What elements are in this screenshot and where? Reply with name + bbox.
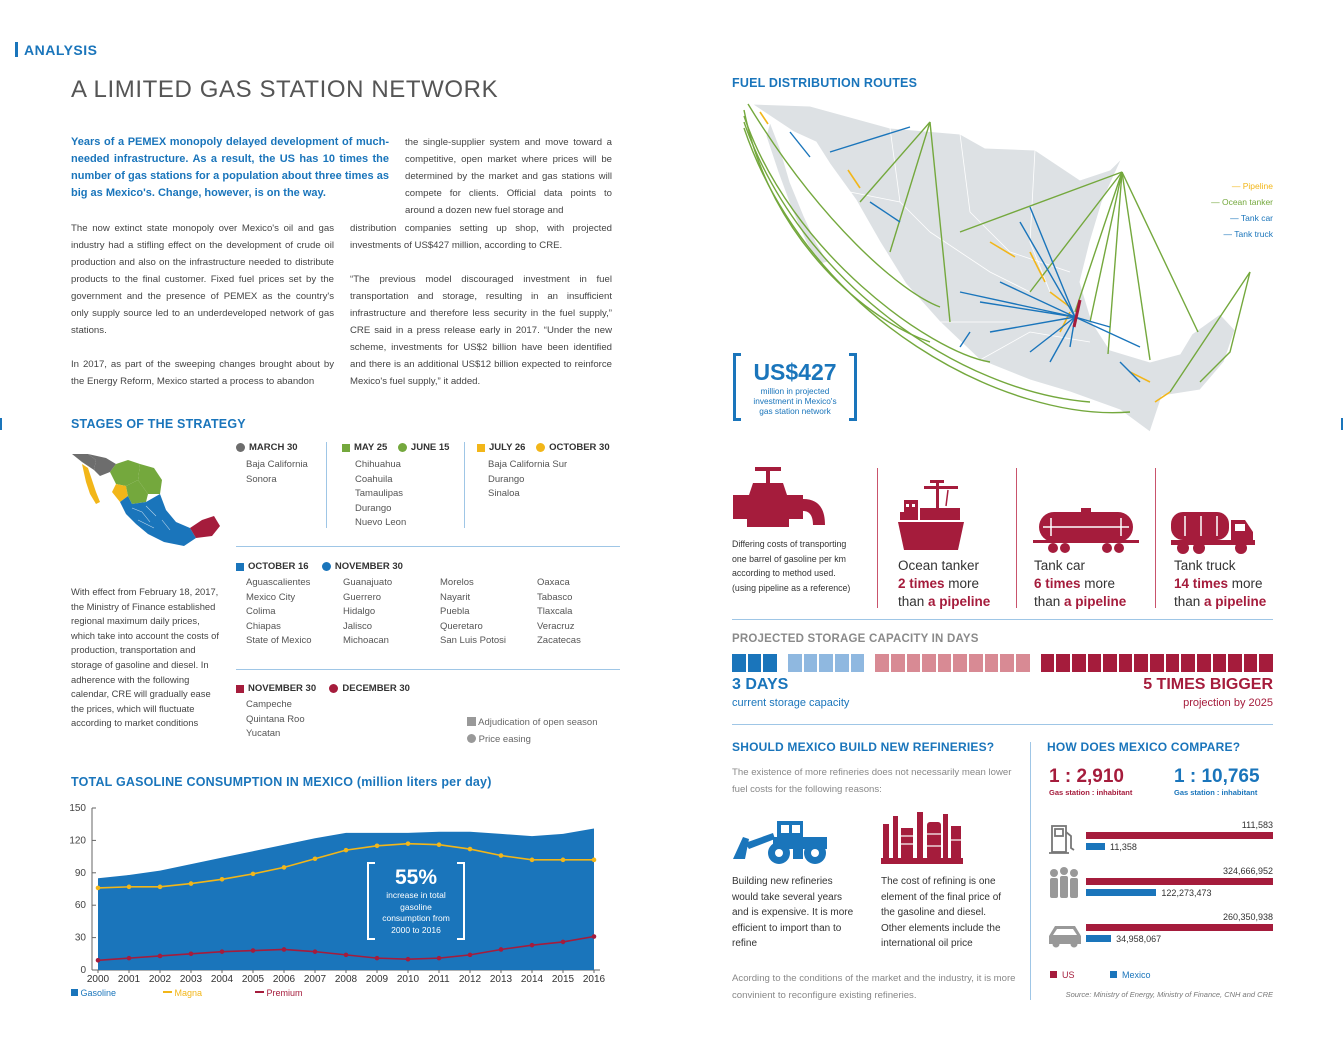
legend-label: US [1062, 970, 1075, 980]
intro-col2-p1: distribution companies setting up shop, with projected investments of US$427 million, according to CRE. [350, 223, 612, 251]
storage-day-block [922, 654, 936, 672]
bar-mexico [1086, 889, 1156, 896]
x-tick-label: 2016 [582, 974, 606, 985]
dot-marker [398, 443, 407, 452]
transport-times: 2 times [898, 576, 945, 591]
list-item: Michoacan [343, 635, 389, 647]
square-marker [236, 685, 244, 693]
legend-item: — Tank car [1230, 213, 1273, 223]
bar-mexico [1086, 843, 1105, 850]
data-point-magna [251, 872, 256, 877]
ratio-mx-label: Gas station : inhabitant [1174, 788, 1258, 797]
x-tick-label: 2006 [272, 974, 296, 985]
data-point-premium [96, 958, 101, 963]
list-item: Queretaro [440, 620, 483, 632]
y-tick-label: 150 [69, 803, 86, 814]
storage-day-block [953, 654, 967, 672]
intro-col2-p2: “The previous model discouraged investment in fuel transportation and storage, resulting in an insufficient infrastructure and therefore less security in the fuel supply,” CRE said in a press release early in 2017. “Under the new scheme, investments for US$2 billion have been identified and there is an additional US$12 billion expected to reinforce Mexico's fuel supply,” it added. [350, 274, 612, 387]
data-point-magna [592, 858, 597, 863]
data-point-magna [499, 853, 504, 858]
line-marker [163, 991, 172, 993]
valve-pipe-icon [733, 465, 828, 537]
gasoline-consumption-chart [60, 798, 620, 990]
storage-day-block [1000, 654, 1014, 672]
section-label: ANALYSIS [24, 42, 98, 58]
legend-item-magna [163, 988, 255, 998]
legend-item-premium [255, 988, 303, 998]
storage-current-label: current storage capacity [732, 697, 850, 709]
legend-label: Premium [266, 988, 303, 998]
transport-ref: a pipeline [1064, 594, 1127, 609]
x-tick-label: 2007 [303, 974, 327, 985]
storage-day-block [835, 654, 849, 672]
data-point-magna [282, 865, 287, 870]
bar-mexico [1086, 935, 1111, 942]
storage-day-block [1181, 654, 1195, 672]
storage-day-block [985, 654, 999, 672]
storage-day-block [938, 654, 952, 672]
ratio-mx [1174, 766, 1260, 797]
transport-times: 14 times [1174, 576, 1229, 591]
storage-day-block [851, 654, 865, 672]
data-point-premium [375, 956, 380, 961]
data-point-premium [530, 943, 535, 948]
storage-day-block [788, 654, 802, 672]
bulldozer-icon [733, 819, 829, 865]
ratio-us [1049, 766, 1132, 797]
intro-col2-top: the single-supplier system and move toward a competitive, open market where prices will be determined by the market and gas stations will compete for clients. Official data points to around a dozen new fuel storage and [405, 137, 612, 216]
list-item: Durango [488, 473, 525, 485]
storage-day-block [732, 654, 746, 672]
storage-current-value: 3 DAYS [732, 676, 789, 693]
annotation-text: increase in total gasoline consumption from 2000 to 2016 [382, 890, 450, 935]
tank-truck-icon [1171, 510, 1255, 556]
storage-day-block [875, 654, 889, 672]
list-item: Nuevo Leon [355, 517, 407, 529]
legend-item [467, 731, 598, 748]
stage-header [236, 683, 410, 694]
data-point-premium [127, 956, 132, 961]
list-item: Chiapas [246, 620, 281, 632]
list-item: Chihuahua [355, 459, 401, 470]
data-point-premium [468, 953, 473, 958]
legend-label: Price easing [478, 734, 531, 745]
intro-lead: Years of a PEMEX monopoly delayed development of much-needed infrastructure. As a result, the US has 10 times the number of gas stations for a population about three times as big as Mexico's. Change, however, is on the way. [71, 136, 389, 199]
data-point-magna [375, 844, 380, 849]
transport-item-ocean-tanker [898, 557, 990, 611]
storage-projection-value: 5 TIMES BIGGER [1143, 676, 1273, 693]
data-point-premium [561, 940, 566, 945]
list-item: Durango [355, 502, 392, 514]
divider [1016, 468, 1017, 608]
x-tick-label: 2001 [117, 974, 141, 985]
x-tick-label: 2012 [458, 974, 482, 985]
storage-day-block [1150, 654, 1164, 672]
annotation-value: 55% [394, 866, 438, 889]
mexico-stages-map [66, 450, 226, 560]
legend-label: Tank truck [1234, 229, 1273, 239]
divider [1030, 742, 1031, 1000]
square-marker [1110, 971, 1117, 978]
data-point-premium [344, 953, 349, 958]
data-point-magna [561, 858, 566, 863]
routes-title: FUEL DISTRIBUTION ROUTES [732, 76, 918, 90]
data-point-magna [468, 847, 473, 852]
stage-date: JULY 26 [489, 442, 526, 453]
list-item: Hidalgo [343, 606, 376, 618]
storage-projection-label: projection by 2025 [1183, 697, 1273, 709]
divider [1155, 468, 1156, 608]
page-title: A LIMITED GAS STATION NETWORK [71, 76, 499, 103]
data-point-magna [96, 886, 101, 891]
stage-group-4 [236, 561, 620, 649]
list-item: Campeche [246, 699, 292, 710]
storage-block-group [1041, 654, 1273, 672]
x-tick-label: 2003 [179, 974, 203, 985]
list-item: Guanajuato [343, 577, 393, 588]
x-tick-label: 2013 [489, 974, 513, 985]
storage-day-block [1259, 654, 1273, 672]
bar-us-label: 324,666,952 [1222, 866, 1273, 876]
stage-group-1 [236, 442, 308, 487]
line-marker [255, 991, 264, 993]
stage-group-5 [236, 683, 410, 742]
data-point-premium [158, 954, 163, 959]
storage-day-block [804, 654, 818, 672]
legend-label: Pipeline [1242, 181, 1273, 191]
legend-label: Adjudication of open season [478, 717, 598, 728]
data-point-magna [437, 842, 442, 847]
stage-header [477, 442, 610, 453]
list-item: Colima [246, 606, 276, 618]
divider [326, 442, 327, 528]
x-tick-label: 2014 [520, 974, 544, 985]
page-edge-mark-right [1341, 418, 1343, 430]
square-marker [342, 444, 350, 452]
legend-label: Gasoline [80, 988, 117, 998]
storage-day-block [1213, 654, 1227, 672]
data-point-magna [344, 848, 349, 853]
y-tick-label: 120 [69, 835, 86, 847]
list-item: Baja California Sur [488, 459, 568, 470]
data-point-premium [499, 947, 504, 952]
stages-note: With effect from February 18, 2017, the Ministry of Finance established regional maximum daily prices, which take into account the costs of production, transportation and storage of gasoline and diesel. In adherence with the following calendar, CRE will gradually ease the prices, which will fluctuate according to market conditions [71, 586, 219, 729]
storage-day-block [1134, 654, 1148, 672]
storage-day-block [1197, 654, 1211, 672]
stage-header [236, 561, 620, 572]
data-point-magna [158, 885, 163, 890]
intro-col1-p2: In 2017, as part of the sweeping changes brought about by the Energy Reform, Mexico started a process to abandon [71, 359, 334, 387]
storage-day-block [1041, 654, 1055, 672]
divider [732, 619, 1273, 620]
storage-day-block [1016, 654, 1030, 672]
transport-note: Differing costs of transporting one barrel of gasoline per km according to method used. (using pipeline as a reference) [732, 539, 851, 593]
dot-marker [467, 734, 476, 743]
list-item: Tlaxcala [537, 606, 573, 618]
data-point-premium [220, 949, 225, 954]
chart-annotation [367, 862, 465, 942]
storage-day-block [1072, 654, 1086, 672]
storage-day-block [748, 654, 762, 672]
intro-col1-p1: The now extinct state monopoly over Mexico's oil and gas industry had a stifling effect on the development of crude oil production and also on the infrastructure needed to distribute products to the final customer. Fixed fuel prices set by the government and the presence of PEMEX as the country's only supply source led to an underdeveloped network of gas stations. [71, 223, 334, 336]
storage-block-group [732, 654, 777, 672]
transport-than: than [1174, 594, 1205, 609]
stage-date: OCTOBER 16 [248, 561, 309, 572]
legend-label: Magna [174, 988, 203, 998]
bar-us-label: 111,583 [1241, 820, 1273, 830]
legend-label: Ocean tanker [1221, 197, 1273, 207]
storage-day-block [1103, 654, 1117, 672]
legend-item: — Tank truck [1223, 229, 1273, 239]
x-tick-label: 2011 [428, 974, 450, 985]
storage-day-block [1244, 654, 1258, 672]
bar-mexico-label: 11,358 [1110, 842, 1137, 852]
divider [236, 546, 620, 547]
dot-marker [236, 443, 245, 452]
stage-date: OCTOBER 30 [549, 442, 610, 453]
storage-day-block [891, 654, 905, 672]
bar-mexico-label: 122,273,473 [1161, 888, 1212, 898]
legend-item-us [1050, 970, 1110, 980]
data-point-premium [437, 956, 442, 961]
stage-header [342, 442, 449, 453]
list-item: Coahuila [355, 473, 393, 485]
data-point-premium [251, 948, 256, 953]
data-point-magna [406, 841, 411, 846]
storage-block-group [788, 654, 864, 672]
list-item: San Luis Potosi [440, 635, 507, 647]
data-point-premium [592, 934, 597, 939]
legend-item [467, 714, 598, 731]
stage-date: JUNE 15 [410, 442, 450, 453]
data-point-premium [282, 947, 287, 952]
legend-item: — Pipeline [1231, 181, 1273, 191]
ratio-us-value: 1 : 2,910 [1049, 766, 1124, 787]
list-item: Jalisco [343, 620, 373, 632]
list-item: Nayarit [440, 591, 471, 603]
x-tick-label: 2015 [551, 974, 575, 985]
square-marker [1050, 971, 1057, 978]
refineries-title: SHOULD MEXICO BUILD NEW REFINERIES? [732, 740, 995, 754]
stage-date: DECEMBER 30 [342, 683, 410, 694]
bar-us [1086, 878, 1273, 885]
ratio-us-label: Gas station : inhabitant [1049, 788, 1133, 797]
transport-more: more [1228, 576, 1263, 591]
list-item: Guerrero [343, 591, 382, 603]
data-point-magna [313, 856, 318, 861]
divider [464, 442, 465, 528]
data-point-premium [406, 957, 411, 962]
list-item: Morelos [440, 577, 474, 588]
refineries-reason-2: The cost of refining is one element of the final price of the gasoline and diesel. Other elements include the international oil price [881, 876, 1002, 950]
ship-icon [896, 478, 968, 550]
dot-marker [329, 684, 338, 693]
list-item: Oaxaca [537, 577, 570, 588]
data-point-magna [530, 858, 535, 863]
transport-times: 6 times [1034, 576, 1081, 591]
x-tick-label: 2000 [86, 974, 110, 985]
bracket-left [367, 862, 375, 940]
transport-ref: a pipeline [928, 594, 991, 609]
storage-day-block [907, 654, 921, 672]
bracket-right [457, 862, 465, 940]
refineries-reason-1: Building new refineries would take several years and is expensive. It is more efficient to import than to refine [732, 876, 854, 950]
source-note: Source: Ministry of Energy, Ministry of Finance, CNH and CRE [1065, 990, 1273, 999]
legend-item: — Ocean tanker [1211, 197, 1273, 207]
bracket-right [849, 353, 857, 421]
x-tick-label: 2009 [365, 974, 389, 985]
transport-ref: a pipeline [1204, 594, 1267, 609]
legend-item-gasoline [71, 988, 163, 998]
list-item: Yucatan [246, 728, 281, 740]
x-tick-label: 2005 [241, 974, 265, 985]
bracket-left [733, 353, 741, 421]
stages-title: STAGES OF THE STRATEGY [71, 417, 246, 431]
stage-date: MAY 25 [354, 442, 388, 453]
refineries-conclusion: Acording to the conditions of the market and the industry, it is more convinient to reconfigure existing refineries. [732, 973, 1016, 1001]
refinery-icon [881, 812, 963, 864]
compare-legend [1050, 970, 1151, 980]
storage-day-block [819, 654, 833, 672]
stage-date: NOVEMBER 30 [248, 683, 317, 694]
y-tick-label: 60 [74, 900, 86, 912]
data-point-magna [127, 885, 132, 890]
dot-marker [322, 562, 331, 571]
bar-mexico-label: 34,958,067 [1116, 934, 1162, 944]
list-item: Tamaulipas [355, 488, 404, 500]
chart-title: TOTAL GASOLINE CONSUMPTION IN MEXICO (million liters per day) [71, 775, 492, 789]
stage-group-3 [477, 442, 610, 502]
storage-day-block [1166, 654, 1180, 672]
divider [732, 724, 1273, 725]
dot-marker [536, 443, 545, 452]
gas-pump-icon [1048, 822, 1076, 856]
bar-us [1086, 924, 1273, 931]
list-item: Baja California [246, 459, 308, 470]
list-item: Tabasco [537, 591, 573, 603]
storage-day-block [763, 654, 777, 672]
transport-name: Tank car [1034, 558, 1086, 573]
section-marker [15, 42, 18, 57]
data-point-magna [220, 877, 225, 882]
divider [877, 468, 878, 608]
stage-date: NOVEMBER 30 [334, 561, 403, 572]
list-item: Zacatecas [537, 635, 581, 647]
storage-blocks [732, 654, 1273, 672]
square-marker [236, 563, 244, 571]
transport-item-tank-car [1034, 557, 1126, 611]
storage-day-block [969, 654, 983, 672]
y-tick-label: 30 [74, 932, 86, 944]
transport-item-tank-truck [1174, 557, 1266, 611]
list-item: State of Mexico [246, 635, 312, 647]
list-item: Sonora [246, 473, 277, 485]
square-marker [467, 717, 476, 726]
transport-more: more [944, 576, 980, 591]
bar-us-label: 260,350,938 [1222, 912, 1273, 922]
x-tick-label: 2010 [396, 974, 420, 985]
people-icon [1047, 867, 1081, 901]
data-point-premium [189, 952, 194, 957]
investment-text: million in projected investment in Mexico's gas station network [753, 386, 837, 416]
storage-day-block [1228, 654, 1242, 672]
legend-label: Tank car [1240, 213, 1273, 223]
ratio-mx-value: 1 : 10,765 [1174, 766, 1260, 787]
square-marker [71, 989, 78, 996]
list-item: Sinaloa [488, 488, 520, 500]
stage-date: MARCH 30 [249, 442, 298, 453]
list-item: Mexico City [246, 591, 296, 603]
square-marker [477, 444, 485, 452]
data-point-premium [313, 949, 318, 954]
routes-legend [1195, 178, 1273, 242]
list-item: Puebla [440, 606, 470, 618]
y-tick-label: 0 [80, 965, 86, 976]
investment-value: US$427 [753, 359, 837, 385]
list-item: Veracruz [537, 620, 575, 632]
transport-more: more [1080, 576, 1116, 591]
divider [236, 669, 620, 670]
legend-label: Mexico [1122, 970, 1151, 980]
chart-legend [71, 988, 303, 998]
car-icon [1047, 922, 1083, 948]
storage-day-block [1119, 654, 1133, 672]
list-item: Quintana Roo [246, 713, 305, 725]
stage-header [236, 442, 308, 453]
stage-group-2 [342, 442, 449, 531]
transport-than: than [898, 594, 929, 609]
storage-day-block [1056, 654, 1070, 672]
legend-item-mexico [1110, 970, 1151, 980]
transport-name: Tank truck [1174, 558, 1236, 573]
storage-day-block [1088, 654, 1102, 672]
x-tick-label: 2008 [334, 974, 358, 985]
storage-title: PROJECTED STORAGE CAPACITY IN DAYS [732, 633, 979, 645]
stages-legend [467, 714, 598, 748]
tank-car-icon [1033, 508, 1139, 554]
y-tick-label: 90 [74, 867, 86, 879]
page-edge-mark-left [0, 418, 2, 430]
data-point-magna [189, 881, 194, 886]
x-tick-label: 2004 [210, 974, 234, 985]
refineries-intro: The existence of more refineries does not necessarily mean lower fuel costs for the following reasons: [732, 767, 1012, 795]
transport-name: Ocean tanker [898, 558, 980, 573]
investment-callout [733, 353, 857, 421]
bar-us [1086, 832, 1273, 839]
x-tick-label: 2002 [148, 974, 172, 985]
list-item: Aguascalientes [246, 577, 311, 588]
compare-title: HOW DOES MEXICO COMPARE? [1047, 740, 1241, 754]
storage-block-group [875, 654, 1029, 672]
transport-than: than [1034, 594, 1065, 609]
